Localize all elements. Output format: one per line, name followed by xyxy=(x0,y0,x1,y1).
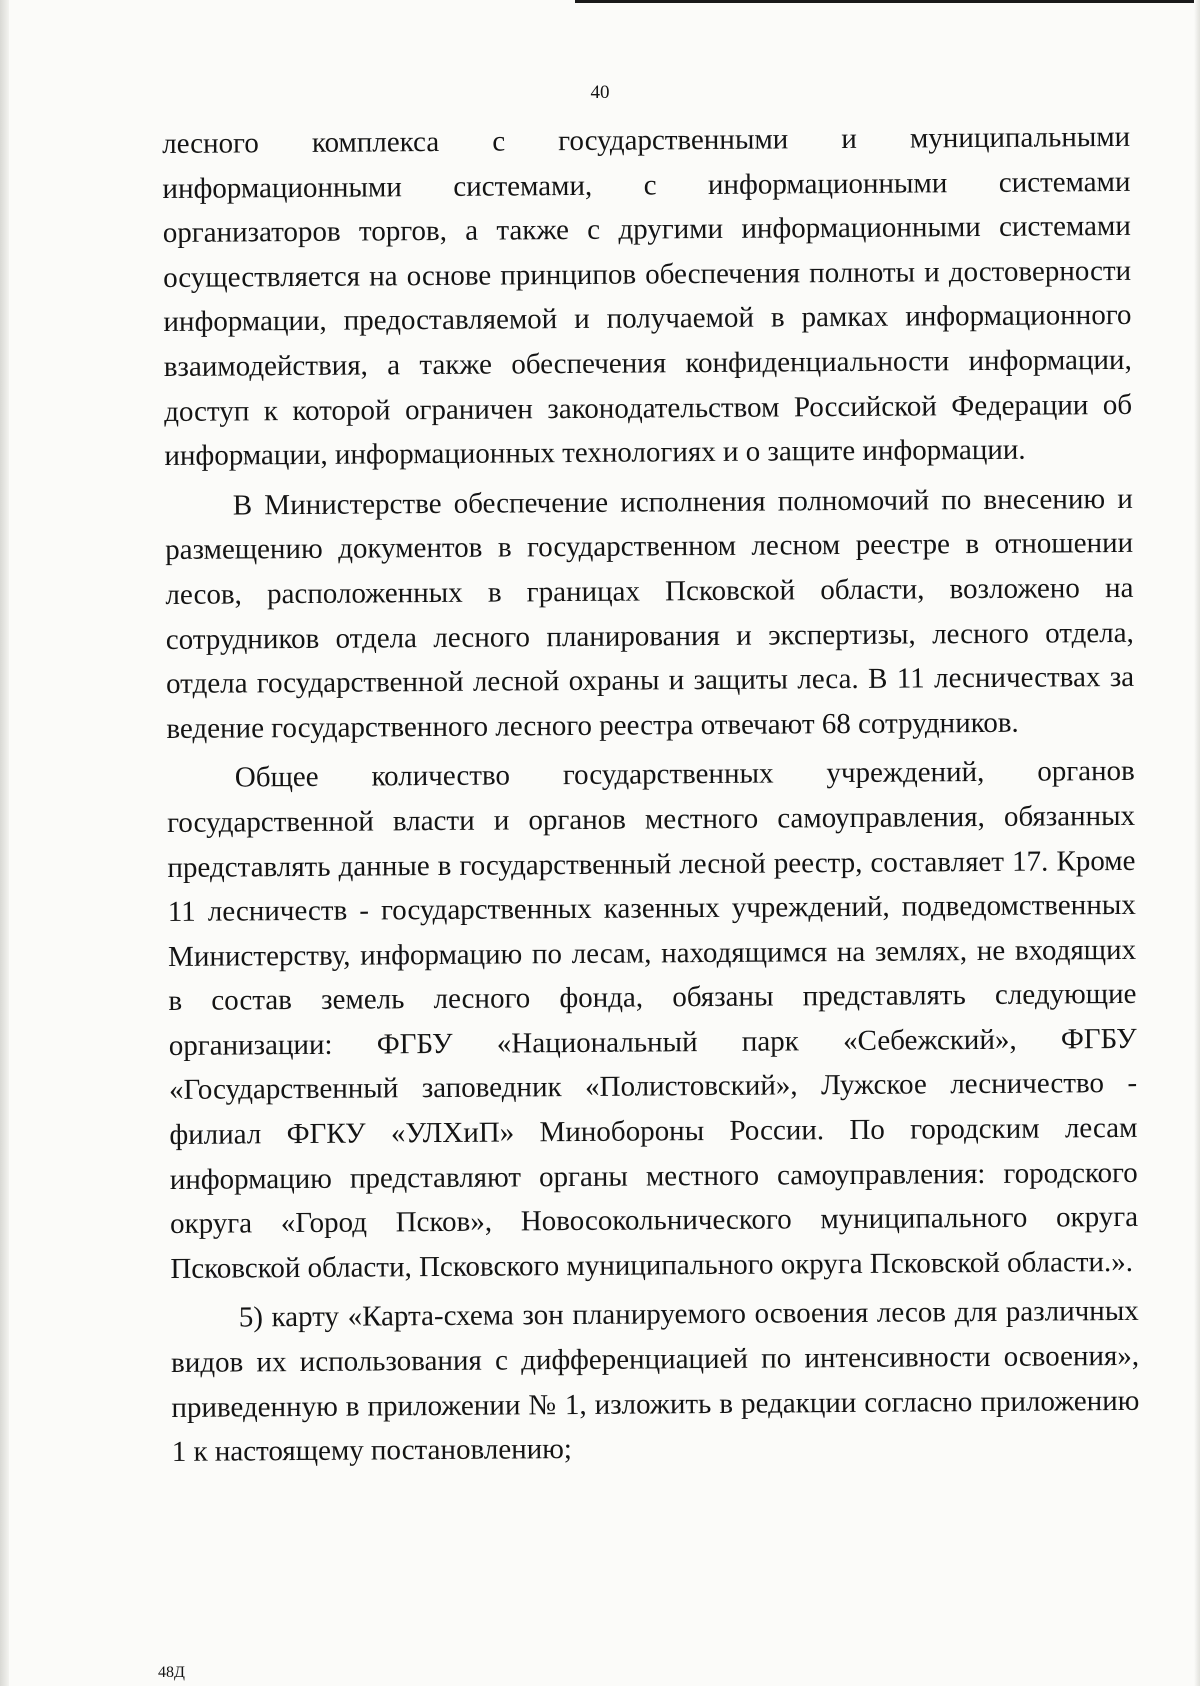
scan-right-edge xyxy=(1194,0,1200,1686)
footer-document-code: 48Д xyxy=(158,1664,185,1681)
paragraph-information-systems: лесного комплекса с государственными и муниципальными информационными системами, с информационными системами организаторов торгов, а также с другими информационными системами осуществляется на основе принципов обеспечения полноты и достоверности информации, предоставляемой и получаемой в рамках информационного взаимодействия, а также обеспечения конфиденциальности информации, доступ к которой ограничен законодательством Российской Федерации об информации, информационных технологиях и о защите информации. xyxy=(162,120,1133,473)
top-scan-rule xyxy=(575,0,1200,3)
paragraph-ministry-staff: В Министерстве обеспечение исполнения полномочий по внесению и размещению документов в государственном лесном реестре в отношении лесов, расположенных в границах Псковской области, возложено на сотрудников отдела лесного планирования и экспертизы, лесного отдела, отдела государственной лесной охраны и защиты леса. В 11 лесничествах за ведение государственного лесного реестра отвечают 68 сотрудников. xyxy=(165,482,1135,745)
paragraph-map-amendment: 5) карту «Карта-схема зон планируемого освоения лесов для различных видов их использования с дифференциацией по интенсивности освоения», приведенную в приложении № 1, изложить в редакции согласно приложению 1 к настоящему постановлению; xyxy=(170,1295,1140,1469)
paragraph-organizations-count: Общее количество государственных учреждений, органов государственной власти и органов местного самоуправления, обязанных представлять данные в государственный лесной реестр, составляет 17. Кроме 11 лесничеств - государственных казенных учреждений, подведомственных Министерству, информацию по лесам, находящимся на землях, не входящих в состав земель лесного фонда, обязаны представлять следующие организации: ФГБУ «Национальный парк «Себежский», ФГБУ «Государственный заповедник «Полистовский», Лужское лесничество - филиал ФГКУ «УЛХиП» Минобороны России. По городским лесам информацию представляют органы местного самоуправления: городского округа «Город Псков», Новосокольнического муниципального округа Псковской области, Псковского муниципального округа Псковской области.». xyxy=(167,755,1139,1285)
document-body xyxy=(162,115,1140,1480)
scan-left-edge xyxy=(0,0,9,1686)
page-number: 40 xyxy=(590,82,610,103)
